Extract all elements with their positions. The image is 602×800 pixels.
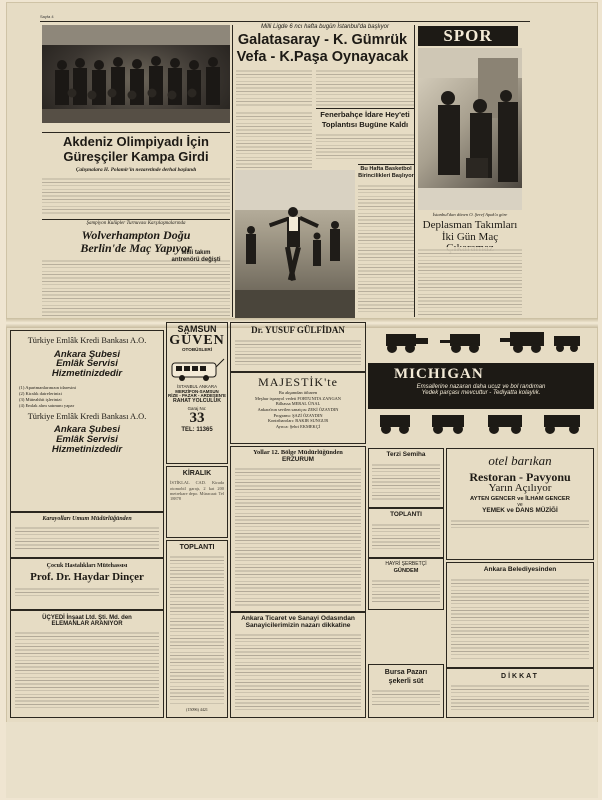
kiralik-title: KİRALIK: [182, 470, 212, 477]
wolverhampton-headline-1: Wolverhampton Doğu: [81, 228, 191, 242]
emlak-items: [19, 385, 155, 409]
otel-artists: AYTEN GENCER ve İLHAM GENCER: [470, 496, 570, 503]
michigan-banner: [368, 363, 594, 409]
toplanti-right-title: TOPLANTI: [390, 511, 422, 518]
milli-takim-headline-2: antrenörü değişti: [171, 257, 221, 263]
michigan-machines-top: [368, 324, 594, 358]
samsun-route-1: İSTANBUL ANKARA: [176, 384, 217, 390]
samsun-phone-number: 11365: [196, 426, 213, 433]
emlak-item: (2) Kiralık dairelerinizi: [19, 390, 62, 396]
majestik-line: Ankara'nın sevilen sanatçısı ZEKİ ÖZAYDIN: [257, 407, 339, 413]
wrestling-headline-1: Akdeniz Olimpiyadı İçin: [63, 134, 209, 149]
terzi-text: [372, 462, 440, 502]
bus-icon: [168, 355, 226, 385]
michigan-ad: [368, 324, 594, 436]
yollar-title: Yollar 12. Bölge Müdürlüğünden: [253, 449, 343, 456]
yusuf-text: [235, 338, 361, 368]
wolverhampton-headline-2: Berlin'de Maç Yapıyor: [80, 241, 192, 255]
emlak-branch-3-repeat: Hizmetinizdedir: [51, 443, 123, 455]
emlak-item: (4) Emlak alım satımını yapar: [19, 402, 75, 408]
otel-and: ve: [517, 502, 523, 509]
bursa-title: Bursa Pazarı: [384, 669, 428, 676]
ankara-ticaret-subtitle: Sanayicilerimizin nazarı dikkatine: [245, 621, 351, 629]
samsun-subtitle: OTOBÜSLERİ: [181, 347, 213, 353]
karayollari-ad: [10, 512, 164, 558]
emlak-item: (1) Apartmanlarınızın idaresini: [19, 384, 76, 390]
otel-subtitle: Yarın Açılıyor: [488, 482, 552, 495]
hayri-title: HAYRİ ŞERBETÇİ: [385, 561, 427, 567]
ucyedi-title: ÜÇYEDİ İnşaat Ltd. Şti. Md. den: [42, 615, 132, 621]
toplanti-left-footer: (15096) 4421: [186, 707, 208, 713]
emlak-title-repeat: Türkiye Emlâk Kredi Bankası A.O.: [27, 411, 147, 421]
football-photo: [235, 170, 355, 318]
cocuk-ad: [10, 558, 164, 610]
yusuf-ad: [230, 322, 366, 372]
toplanti-right-ad: [368, 508, 444, 558]
samsun-garaj-no: 33: [189, 410, 205, 427]
dikkat-ad: [446, 668, 594, 718]
bursa-text: [372, 688, 440, 706]
bursa-ad: [368, 664, 444, 718]
team-photo: [42, 25, 230, 123]
kiralik-ad: [166, 466, 228, 538]
wrestling-subhead: Çalışmalara H. Polamir'in nezaretinde derhal başlandı: [75, 167, 197, 173]
fenerbahce-text: [316, 132, 414, 162]
toplanti-right-text: [372, 522, 440, 552]
rule: [358, 164, 414, 165]
ucyedi-ad: [10, 610, 164, 718]
basketball-headline-1: Bu Hafta Basketbol: [360, 166, 412, 172]
team-travel-photo: [418, 48, 522, 210]
majestik-line: Bu akşamdan itibaren: [278, 390, 318, 396]
cocuk-name: Prof. Dr. Haydar Dinçer: [30, 571, 144, 584]
michigan-title: MICHIGAN: [394, 366, 484, 382]
basketball-text: [358, 183, 414, 313]
deplasman-text: [418, 247, 522, 315]
samsun-phone-label: TEL:: [181, 426, 195, 433]
header-rule: [40, 21, 530, 22]
michigan-machines-bottom: [368, 409, 594, 439]
rule: [42, 219, 230, 220]
wrestling-headline-2: Güreşçiler Kampa Girdi: [63, 149, 209, 164]
fenerbahce-headline-2: Toplantısı Bugüne Kaldı: [321, 120, 409, 129]
toplanti-left-text: [170, 554, 224, 704]
team-photo-figures: [42, 25, 230, 123]
kiralik-body: İSTİKLAL CAD. Kirada otomobil garajı, 2 kat 200 metrekare depo. Müracaat: Tel 18878: [170, 480, 224, 502]
majestik-lines: [231, 390, 365, 429]
cocuk-text: [15, 586, 159, 598]
otel-text: [451, 518, 589, 530]
otel-music: YEMEK ve DANS MÜZİĞİ: [482, 507, 558, 515]
emlak-branch-3: Hizmetinizdedir: [51, 367, 123, 379]
belediye-title: Ankara Belediyesinden: [483, 566, 557, 573]
middle-text: [236, 110, 312, 170]
deplasman-headline-2: İki Gün Maç: [441, 231, 499, 243]
belediye-text: [451, 577, 589, 661]
majestik-line: Kontrtbaroları: BAKIR SUNGUR: [267, 418, 329, 424]
ankara-ticaret-text: [235, 632, 361, 712]
team-travel-figures: [418, 48, 522, 210]
spor-logo: SPOR: [418, 26, 518, 46]
emlak-bank-ad: [10, 330, 164, 512]
samsun-route-2: MERZİFON-SAMSUN: [175, 388, 219, 394]
michigan-slogan-1: Emsallerine nazaran daha ucuz ve bol randıman: [416, 384, 546, 391]
hayri-text: [372, 578, 440, 604]
majestik-title: MAJESTİK'te: [258, 375, 338, 389]
rule: [316, 108, 414, 109]
samsun-rahat: RAHAT YOLCULUK: [173, 397, 221, 404]
bursa-subtitle: şekerli süt: [388, 678, 424, 686]
majestik-line: Bilhassa MERAL ÜNAL: [275, 401, 321, 407]
yollar-ad: [230, 446, 366, 612]
rule: [42, 132, 230, 133]
majestik-line: Programı: ŞAZİ ÖZAYDIN: [273, 412, 323, 418]
column-rule: [232, 25, 233, 317]
yollar-text: [235, 466, 361, 606]
toplanti-left-title: TOPLANTI: [179, 544, 215, 551]
column-rule: [414, 25, 415, 317]
michigan-slogan-2: Yedek parçası mevcuttur - Tediyatta kolaylık.: [421, 390, 541, 397]
majestik-line: Meşhur ispanyol vedeti FORTUNITA ZANGAN: [255, 395, 341, 401]
deplasman-kicker: İstanbul'dan dönen O. Şeref Apak'a göre: [432, 212, 508, 217]
hayri-ad: [368, 558, 444, 610]
belediye-ad: [446, 562, 594, 668]
cocuk-title: Çocuk Hastalıkları Mütehassısı: [46, 563, 128, 569]
ucyedi-subtitle: ELEMANLAR ARANIYOR: [51, 621, 123, 628]
main-headline-1: Galatasaray - K. Gümrük: [237, 32, 408, 48]
ankara-ticaret-ad: [230, 612, 366, 718]
main-headline-2: Vefa - K.Paşa Oynayacak: [236, 49, 409, 65]
samsun-guven-ad: [166, 322, 228, 464]
fenerbahce-headline-1: Fenerbahçe İdare Hey'eti: [320, 110, 410, 119]
majestik-ad: [230, 372, 366, 444]
emlak-item: (3) Müteahhit işlerinizi: [19, 396, 62, 402]
milli-takim-headline-1: Milli takım: [181, 250, 211, 256]
wolverhampton-kicker: Şampiyon Kulüpler Turnuvası Karşılaşmalarında: [86, 221, 186, 226]
ucyedi-text: [15, 630, 159, 710]
karayollari-title: Karayolları Umum Müdürlüğünden: [42, 516, 132, 522]
ankara-ticaret-title: Ankara Ticaret ve Sanayi Odasından: [241, 615, 355, 622]
yusuf-title: Dr. YUSUF GÜLFİDAN: [251, 325, 345, 335]
terzi-title: Terzi Semiha: [386, 451, 426, 458]
emlak-branch-2: Emlâk Servisi: [56, 358, 118, 370]
wolverhampton-text: [42, 258, 230, 316]
terzi-ad: [368, 448, 444, 508]
karayollari-text: [15, 525, 159, 551]
gundem-title: GÜNDEM: [393, 568, 419, 575]
basketball-headline-2: Birincilikleri Başlıyor: [358, 173, 414, 179]
emlak-branch-2-repeat: Emlâk Servisi: [56, 433, 118, 445]
main-story-text-col-2: [316, 68, 414, 108]
wrestling-text-lines: [42, 176, 230, 216]
samsun-title: SAMSUN: [177, 324, 217, 334]
dikkat-title: DİKKAT: [501, 673, 539, 680]
toplanti-left-ad: [166, 540, 228, 718]
samsun-brand: GÜVEN: [169, 333, 225, 349]
samsun-phone: [167, 427, 227, 433]
emlak-title: Türkiye Emlâk Kredi Bankası A.O.: [27, 336, 147, 345]
deplasman-headline-1: Deplasman Takımları: [422, 219, 518, 231]
page-number: Sayfa 4: [40, 14, 54, 19]
majestik-line: Ayrıca: Şehri EKMEKÇİ: [275, 423, 321, 429]
samsun-route-3: RİZE - PAZAR - ARDEŞEN'E: [168, 393, 226, 399]
main-kicker: Milli Ligde 6 ncı hafta bugün İstanbul'da başlıyor: [261, 24, 389, 30]
otel-title: Restoran - Pavyonu: [469, 470, 571, 484]
emlak-branch-1-repeat: Ankara Şubesi: [54, 424, 120, 436]
dikkat-text: [451, 683, 589, 711]
emlak-branch-1: Ankara Şubesi: [54, 348, 120, 360]
otel-script: otel barıkan: [488, 453, 552, 468]
football-photo-figures: [235, 170, 355, 318]
main-story-text-col-1: [236, 68, 312, 108]
otel-barikan-ad: [446, 448, 594, 560]
samsun-garaj: Garaj No:: [187, 405, 207, 411]
team-photo-caption: [42, 124, 230, 132]
bottom-margin: [6, 722, 598, 798]
yollar-city: ERZURUM: [282, 455, 314, 463]
